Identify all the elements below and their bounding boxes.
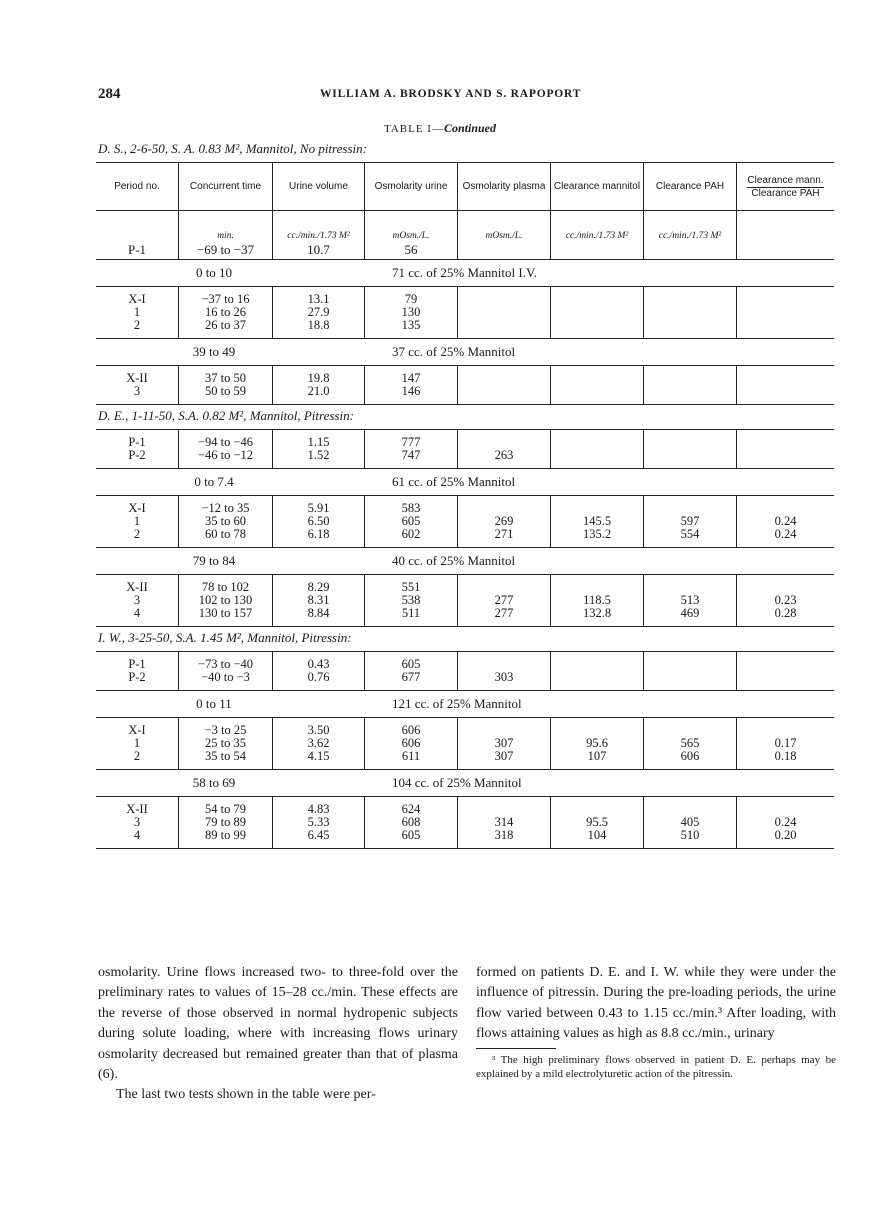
injection-dose: 37 cc. of 25% Mannitol: [392, 344, 516, 359]
table-cell: P-2: [128, 670, 146, 684]
table-column-volume: [272, 575, 364, 626]
table-cell: 606: [401, 736, 421, 750]
table-cell: [737, 385, 834, 398]
unit-cell: [736, 211, 834, 259]
injection-dose: 40 cc. of 25% Mannitol: [392, 553, 516, 568]
table-cell: [458, 306, 550, 319]
table-cell: X-I: [128, 501, 146, 515]
table-cell: 1.15: [307, 435, 330, 449]
ratio-numerator: Clearance mann.: [747, 174, 824, 186]
table-cell: −73 to −40: [197, 657, 254, 671]
table-cell: 3.50: [307, 723, 330, 737]
table-column-cl-mann: [550, 718, 643, 769]
unit-cell: [550, 211, 643, 259]
table-cell: 18.8: [307, 318, 330, 332]
table-cell: [458, 319, 550, 332]
table-column-period: [96, 366, 178, 404]
table-cell: 318: [494, 828, 514, 842]
table-cell: [644, 372, 736, 385]
table-cell: 263: [494, 448, 514, 462]
table-column-cl-mann: [550, 366, 643, 404]
table-column-ratio: [736, 718, 834, 769]
injection-dose: 104 cc. of 25% Mannitol: [392, 775, 522, 790]
table-cell: 56: [404, 242, 418, 257]
table-column-period: [96, 575, 178, 626]
table-column-cl-mann: [550, 652, 643, 690]
injection-dose: 71 cc. of 25% Mannitol I.V.: [392, 265, 537, 280]
table-column-cl-pah: [643, 718, 736, 769]
table-cell: 60 to 78: [205, 527, 246, 541]
injection-time: 0 to 11: [196, 696, 232, 711]
table-column-osm-plasma: [457, 496, 550, 547]
table-column-osm-plasma: [457, 287, 550, 338]
injection-row: [96, 770, 834, 796]
table-cell: 5.33: [307, 815, 330, 829]
table-cell: 89 to 99: [205, 828, 246, 842]
table-cell: [644, 306, 736, 319]
table-cell: [551, 372, 643, 385]
table-column-osm-plasma: [457, 366, 550, 404]
table-cell: P-1: [128, 657, 146, 671]
table-cell: [644, 671, 736, 684]
table-cell: 4.15: [307, 749, 330, 763]
table-column-volume: [272, 430, 364, 468]
data-row-group: [96, 718, 834, 769]
left-paragraph-2: The last two tests shown in the table were per-: [116, 1087, 376, 1103]
table-column-ratio: [736, 652, 834, 690]
table-cell: 10.7: [307, 242, 330, 257]
table-cell: 19.8: [307, 371, 330, 385]
table-cell: 513: [680, 593, 700, 607]
table-cell: 605: [401, 657, 421, 671]
table-column-volume: [272, 797, 364, 848]
ratio-denominator: Clearance PAH: [751, 187, 820, 199]
table-cell: 16 to 26: [205, 305, 246, 319]
table-cell: 8.31: [307, 593, 330, 607]
table-cell: [737, 372, 834, 385]
table-cell: [737, 436, 834, 449]
column-header: Osmolarity plasma: [457, 163, 550, 210]
table-column-ratio: [736, 575, 834, 626]
data-row-group: [96, 652, 834, 690]
table-cell: 79: [404, 292, 418, 306]
table-cell: 104: [587, 828, 607, 842]
table-column-period: [96, 430, 178, 468]
table-column-osm-urine: [364, 287, 457, 338]
table-cell: 307: [494, 736, 514, 750]
table-cell: −46 to −12: [197, 448, 254, 462]
table-column-osm-urine: [364, 718, 457, 769]
data-row-group: [96, 430, 834, 468]
table-column-ratio: [736, 366, 834, 404]
column-header: Osmolarity urine: [364, 163, 457, 210]
table-cell: [737, 293, 834, 306]
section-heading: D. S., 2-6-50, S. A. 0.83 M², Mannitol, No pitressin:: [98, 141, 367, 156]
unit-label: cc./min./1.73 M²: [658, 231, 722, 241]
table-cell: 0.43: [307, 657, 330, 671]
table-cell: 0.17: [774, 736, 797, 750]
table-cell: 511: [401, 606, 421, 620]
table-column-time: [178, 797, 272, 848]
table-column-time: [178, 652, 272, 690]
table-column-cl-mann: [550, 797, 643, 848]
table-column-cl-pah: [643, 575, 736, 626]
table-cell: 469: [680, 606, 700, 620]
table-cell: 2: [133, 318, 141, 332]
data-row-group: [96, 496, 834, 547]
table-cell: P-2: [128, 448, 146, 462]
table-cell: [551, 242, 643, 255]
table-cell: −3 to 25: [204, 723, 247, 737]
data-row-group: [96, 287, 834, 338]
injection-time: 58 to 69: [192, 775, 236, 790]
table-cell: 107: [587, 749, 607, 763]
unit-cell: [457, 211, 550, 259]
table-cell: 0.24: [774, 514, 797, 528]
table-continued: Continued: [443, 121, 496, 135]
table-cell: [644, 242, 736, 255]
table-label: TABLE I—: [383, 123, 444, 135]
column-header: Clearance mannitol: [550, 163, 643, 210]
table-cell: 3: [133, 815, 141, 829]
table-cell: 13.1: [307, 292, 330, 306]
table-column-volume: [272, 652, 364, 690]
injection-time: 0 to 10: [195, 265, 233, 280]
table-cell: [644, 385, 736, 398]
table-cell: 2: [133, 527, 141, 541]
table-column-ratio: [736, 496, 834, 547]
table-cell: −94 to −46: [197, 435, 254, 449]
table-column-time: [178, 575, 272, 626]
table-column-volume: [272, 366, 364, 404]
unit-label: cc./min./1.73 M²: [565, 231, 629, 241]
injection-dose: 61 cc. of 25% Mannitol: [392, 474, 516, 489]
table-cell: 3: [133, 384, 141, 398]
running-head: WILLIAM A. BRODSKY AND S. RAPOPORT: [320, 88, 582, 100]
column-header-ratio: [736, 163, 834, 210]
table-cell: 37 to 50: [205, 371, 246, 385]
table-cell: 269: [494, 514, 514, 528]
section-heading: I. W., 3-25-50, S.A. 1.45 M², Mannitol, Pitressin:: [98, 630, 352, 645]
table-cell: [737, 319, 834, 332]
table-cell: 130: [401, 305, 421, 319]
table-cell: 0.23: [774, 593, 797, 607]
table-cell: 271: [494, 527, 514, 541]
table-cell: 6.45: [307, 828, 330, 842]
table-column-cl-pah: [643, 366, 736, 404]
table-cell: [737, 671, 834, 684]
table-cell: [644, 319, 736, 332]
table-column-volume: [272, 718, 364, 769]
table-cell: 606: [680, 749, 700, 763]
table-cell: 565: [680, 736, 700, 750]
table-column-volume: [272, 496, 364, 547]
table-cell: 597: [680, 514, 700, 528]
table-cell: 3: [133, 593, 141, 607]
table-cell: 4.83: [307, 802, 330, 816]
table-cell: 8.84: [307, 606, 330, 620]
column-header: Concurrent time: [178, 163, 272, 210]
column-header: Clearance PAH: [643, 163, 736, 210]
unit-label: mOsm./L.: [392, 231, 430, 241]
unit-cell: [364, 211, 457, 259]
table-cell: [644, 449, 736, 462]
table-column-cl-pah: [643, 430, 736, 468]
unit-label: mOsm./L.: [485, 231, 523, 241]
table-cell: [458, 385, 550, 398]
table-column-period: [96, 287, 178, 338]
injection-dose: 121 cc. of 25% Mannitol: [392, 696, 522, 711]
table-cell: 146: [401, 384, 421, 398]
unit-cell: [643, 211, 736, 259]
footnote: ³ The high preliminary flows observed in patient D. E. perhaps may be explained by a mild electrolyturetic action of the pitressin.: [476, 1053, 836, 1081]
injection-row: [96, 469, 834, 495]
table-cell: 611: [401, 749, 421, 763]
unit-label: cc./min./1.73 M²: [287, 231, 350, 241]
left-paragraph-1: osmolarity. Urine flows increased two- to three-fold over the preliminary rates to values of 15–28 cc./min. These effects are the reverse of those observed in normal hydropenic subjects during solute loading, where with increasing flows urinary osmolarity decreased but remained greater than that of plasma (6).: [98, 965, 458, 1083]
right-paragraph-1: formed on patients D. E. and I. W. while they were under the influence of pitressin. During the pre-loading periods, the urine flow varied between 0.43 to 1.15 cc./min.³ After loading, with flows attaining values as high as 8.8 cc./min., urinary: [476, 965, 836, 1042]
table-cell: 608: [401, 815, 421, 829]
table-cell: 132.8: [582, 606, 612, 620]
table-cell: −40 to −3: [201, 670, 250, 684]
table-cell: 147: [401, 371, 421, 385]
table-column-time: [178, 366, 272, 404]
table-cell: 624: [401, 802, 421, 816]
table-column-time: [178, 718, 272, 769]
table-cell: [644, 658, 736, 671]
table-cell: [737, 449, 834, 462]
injection-time: 39 to 49: [192, 344, 236, 359]
table-cell: X-II: [126, 802, 148, 816]
table-cell: −69 to −37: [196, 242, 255, 257]
table-cell: 26 to 37: [205, 318, 246, 332]
right-column: [476, 963, 836, 1082]
table-cell: 2: [133, 749, 141, 763]
unit-cell: [272, 211, 364, 259]
table-column-osm-urine: [364, 496, 457, 547]
table-cell: 602: [401, 527, 421, 541]
table-cell: 135.2: [582, 527, 612, 541]
unit-cell: [178, 211, 272, 259]
table-cell: 6.50: [307, 514, 330, 528]
table-cell: 277: [494, 606, 514, 620]
column-header: Urine volume: [272, 163, 364, 210]
unit-cell: [96, 211, 178, 259]
table-cell: 95.5: [586, 815, 608, 829]
table-cell: [551, 293, 643, 306]
table-cell: 777: [401, 435, 421, 449]
table-title: [0, 121, 880, 136]
table-column-time: [178, 287, 272, 338]
table-cell: −37 to 16: [201, 292, 250, 306]
table-cell: 95.6: [586, 736, 608, 750]
table-cell: P-1: [128, 435, 146, 449]
table-cell: 510: [680, 828, 700, 842]
data-row-group: [96, 366, 834, 404]
table-cell: 135: [401, 318, 421, 332]
table-cell: [458, 372, 550, 385]
data-table: [96, 138, 834, 849]
table-column-period: [96, 652, 178, 690]
table-cell: 1.52: [307, 448, 330, 462]
table-column-osm-plasma: [457, 652, 550, 690]
table-cell: 0.18: [774, 749, 797, 763]
column-headers: [96, 163, 834, 210]
table-cell: 4: [133, 828, 141, 842]
table-column-time: [178, 496, 272, 547]
table-cell: 1: [133, 305, 141, 319]
table-cell: 303: [494, 670, 514, 684]
table-column-cl-pah: [643, 496, 736, 547]
table-column-cl-pah: [643, 797, 736, 848]
table-column-period: [96, 496, 178, 547]
table-cell: 307: [494, 749, 514, 763]
table-cell: 0.28: [774, 606, 797, 620]
table-cell: [551, 658, 643, 671]
injection-row: [96, 339, 834, 365]
table-cell: 554: [680, 527, 700, 541]
table-cell: [644, 293, 736, 306]
table-cell: 747: [401, 448, 421, 462]
injection-row: [96, 691, 834, 717]
section-heading: D. E., 1-11-50, S.A. 0.82 M², Mannitol, Pitressin:: [98, 408, 354, 423]
table-cell: [458, 293, 550, 306]
table-column-ratio: [736, 430, 834, 468]
table-cell: 405: [680, 815, 700, 829]
table-cell: X-II: [126, 371, 148, 385]
table-column-period: [96, 797, 178, 848]
table-rule: [96, 848, 834, 849]
table-cell: 605: [401, 828, 421, 842]
table-cell: 314: [494, 815, 514, 829]
table-cell: 3.62: [307, 736, 330, 750]
table-cell: [551, 306, 643, 319]
table-column-cl-mann: [550, 575, 643, 626]
table-cell: P-1: [127, 242, 147, 257]
table-cell: X-II: [126, 580, 148, 594]
table-cell: 605: [401, 514, 421, 528]
table-cell: 130 to 157: [198, 606, 253, 620]
table-column-osm-plasma: [457, 718, 550, 769]
table-cell: 145.5: [582, 514, 612, 528]
table-column-cl-mann: [550, 287, 643, 338]
table-column-cl-mann: [550, 430, 643, 468]
table-cell: 0.76: [307, 670, 330, 684]
table-cell: [737, 658, 834, 671]
table-column-osm-plasma: [457, 797, 550, 848]
table-cell: X-I: [128, 292, 146, 306]
table-column-cl-pah: [643, 287, 736, 338]
table-column-ratio: [736, 797, 834, 848]
table-cell: 54 to 79: [205, 802, 246, 816]
table-cell: X-I: [128, 723, 146, 737]
table-cell: 118.5: [583, 593, 611, 607]
table-column-osm-urine: [364, 575, 457, 626]
table-cell: [551, 671, 643, 684]
table-cell: 0.20: [774, 828, 797, 842]
table-column-ratio: [736, 287, 834, 338]
table-cell: [551, 319, 643, 332]
table-cell: 606: [401, 723, 421, 737]
table-cell: 1: [133, 514, 141, 528]
table-column-osm-plasma: [457, 575, 550, 626]
table-cell: 277: [494, 593, 514, 607]
table-column-osm-urine: [364, 430, 457, 468]
data-row-group: [96, 575, 834, 626]
left-column: [98, 963, 458, 1106]
table-cell: 677: [401, 670, 421, 684]
table-cell: 4: [133, 606, 141, 620]
unit-label: min.: [217, 231, 234, 241]
table-cell: 79 to 89: [205, 815, 246, 829]
table-column-osm-urine: [364, 797, 457, 848]
table-column-cl-pah: [643, 652, 736, 690]
column-header: Period no.: [114, 181, 160, 192]
table-cell: 0.24: [774, 815, 797, 829]
footnote-rule: [476, 1048, 556, 1049]
table-cell: 25 to 35: [205, 736, 246, 750]
table-cell: 21.0: [307, 384, 330, 398]
injection-time: 79 to 84: [192, 553, 236, 568]
table-cell: [551, 385, 643, 398]
table-cell: 27.9: [307, 305, 330, 319]
table-cell: 583: [401, 501, 421, 515]
table-cell: 6.18: [307, 527, 330, 541]
table-cell: 35 to 60: [205, 514, 246, 528]
table-cell: [551, 449, 643, 462]
table-column-volume: [272, 287, 364, 338]
table-cell: [644, 436, 736, 449]
units-row: [96, 211, 834, 259]
table-column-osm-plasma: [457, 430, 550, 468]
table-column-time: [178, 430, 272, 468]
table-cell: −12 to 35: [201, 501, 250, 515]
table-cell: 35 to 54: [205, 749, 246, 763]
table-cell: [737, 242, 834, 255]
table-cell: 78 to 102: [201, 580, 250, 594]
injection-row: [96, 260, 834, 286]
table-cell: 538: [401, 593, 421, 607]
table-column-osm-urine: [364, 652, 457, 690]
table-cell: 8.29: [307, 580, 330, 594]
table-cell: 102 to 130: [198, 593, 253, 607]
table-cell: [737, 306, 834, 319]
injection-row: [96, 548, 834, 574]
table-column-cl-mann: [550, 496, 643, 547]
injection-time: 0 to 7.4: [194, 474, 234, 489]
table-column-osm-urine: [364, 366, 457, 404]
table-cell: [458, 242, 550, 255]
table-cell: [551, 436, 643, 449]
table-column-period: [96, 718, 178, 769]
table-cell: 551: [401, 580, 421, 594]
page-number: 284: [98, 86, 121, 102]
table-cell: 0.24: [774, 527, 797, 541]
table-cell: 5.91: [307, 501, 330, 515]
table-cell: 1: [133, 736, 141, 750]
data-row-group: [96, 797, 834, 848]
table-cell: 50 to 59: [205, 384, 246, 398]
